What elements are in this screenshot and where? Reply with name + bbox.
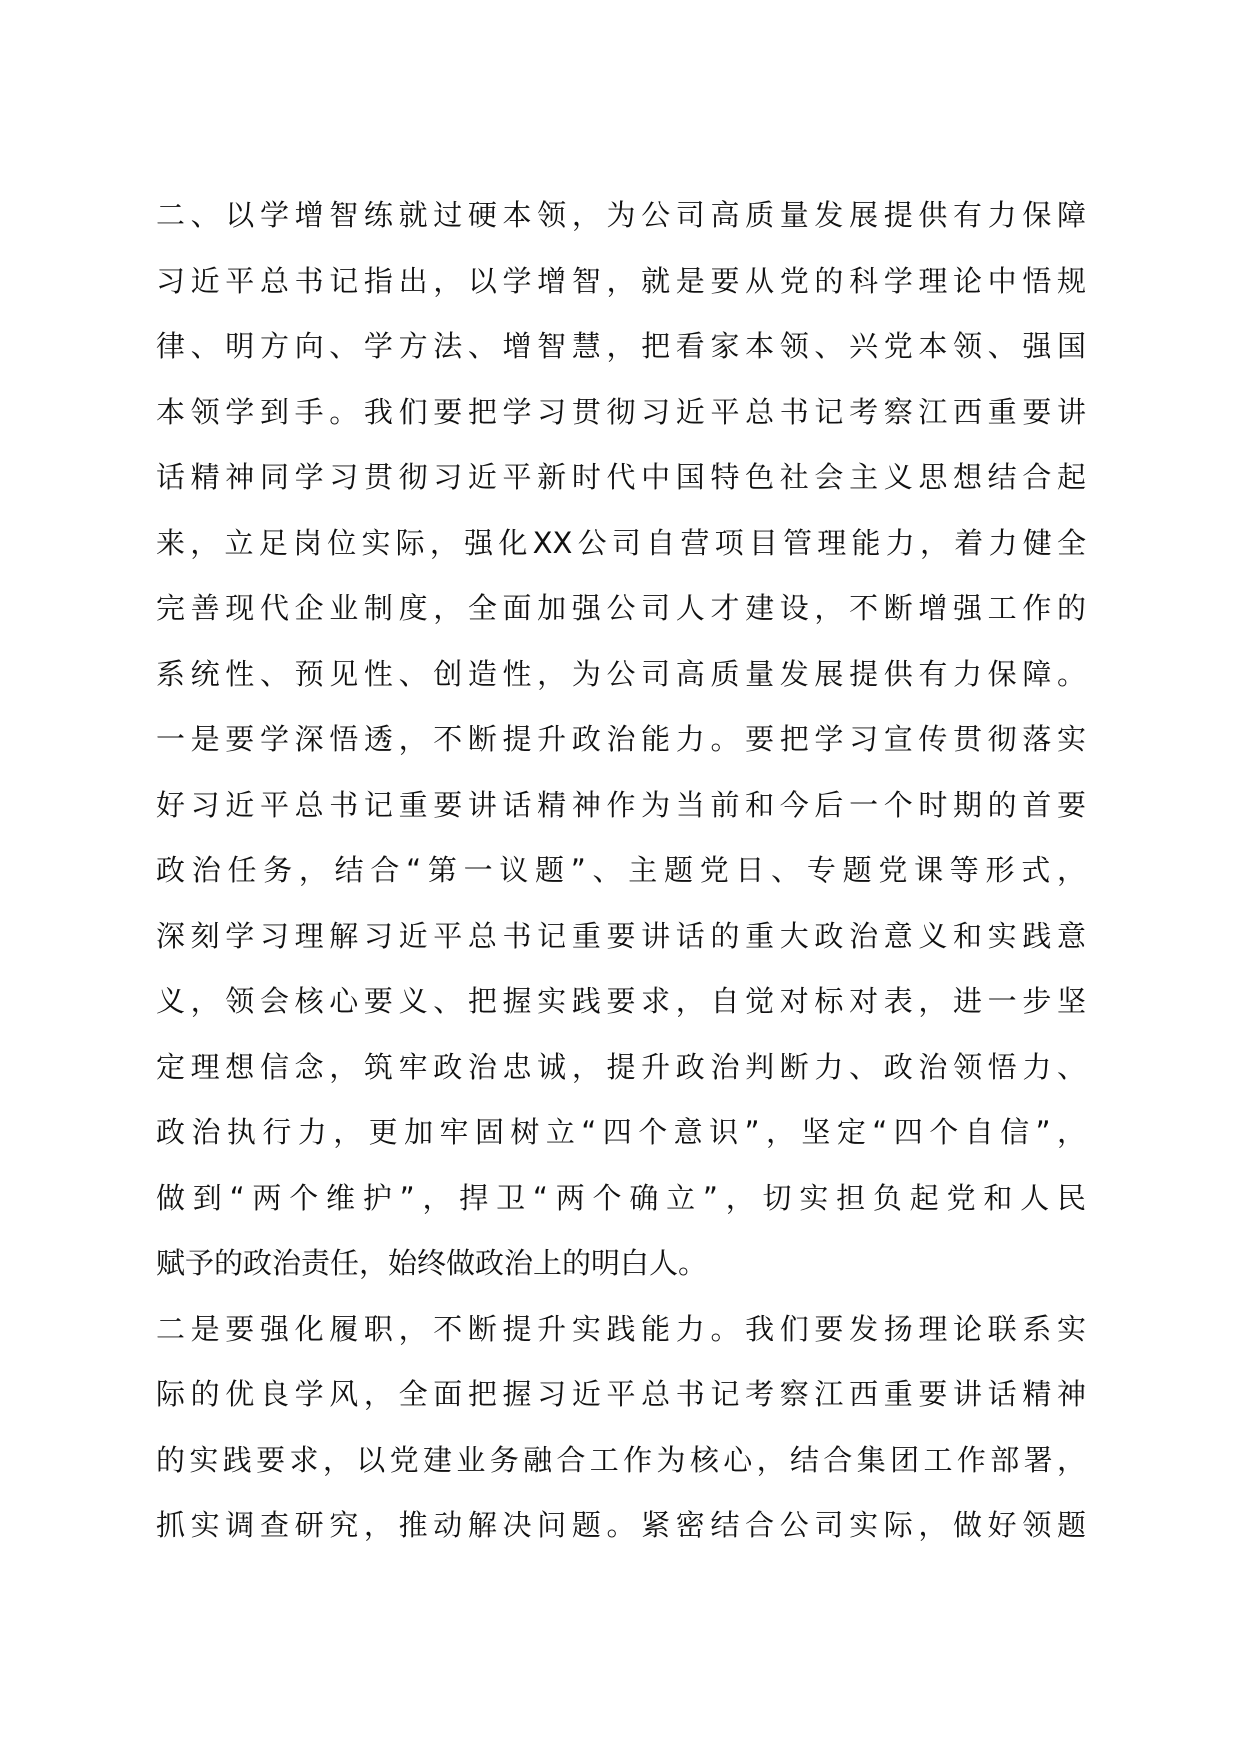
paragraph-line: 好习近平总书记重要讲话精神作为当前和今后一个时期的首要 (156, 787, 1086, 822)
paragraph-line: 定理想信念，筑牢政治忠诚，提升政治判断力、政治领悟力、 (156, 1049, 1086, 1084)
paragraph-line: 完善现代企业制度，全面加强公司人才建设，不断增强工作的 (156, 591, 1086, 625)
paragraph-line: 际的优良学风，全面把握习近平总书记考察江西重要讲话精神 (156, 1377, 1086, 1411)
paragraph-line: 本领学到手。我们要把学习贯彻习近平总书记考察江西重要讲 (156, 394, 1086, 429)
paragraph-line: 做到“两个维护”，捍卫“两个确立”，切实担负起党和人民 (156, 1180, 1086, 1215)
paragraph-line: 系统性、预见性、创造性，为公司高质量发展提供有力保障。 (156, 656, 1086, 691)
paragraph-line: 深刻学习理解习近平总书记重要讲话的重大政治意义和实践意 (156, 918, 1086, 953)
paragraph-1 (156, 249, 1086, 708)
paragraph-line: 政治任务，结合“第一议题”、主题党日、专题党课等形式， (156, 853, 1086, 887)
paragraph-line: 习近平总书记指出，以学增智，就是要从党的科学理论中悟规 (156, 263, 1086, 298)
paragraph-line: 来，立足岗位实际，强化XX公司自营项目管理能力，着力健全 (156, 525, 1086, 560)
paragraph-line: 律、明方向、学方法、增智慧，把看家本领、兴党本领、强国 (156, 329, 1086, 363)
paragraph-line: 话精神同学习贯彻习近平新时代中国特色社会主义思想结合起 (156, 460, 1086, 494)
paragraph-3 (156, 1297, 1086, 1559)
paragraph-line: 的实践要求，以党建业务融合工作为核心，结合集团工作部署， (156, 1442, 1086, 1477)
paragraph-2 (156, 707, 1086, 1297)
paragraph-line: 赋予的政治责任，始终做政治上的明白人。 (156, 1246, 708, 1280)
paragraph-line: 政治执行力，更加牢固树立“四个意识”，坚定“四个自信”， (156, 1115, 1086, 1149)
document-body (156, 183, 1086, 1559)
paragraph-line: 一是要学深悟透，不断提升政治能力。要把学习宣传贯彻落实 (156, 722, 1086, 756)
paragraph-line: 义，领会核心要义、把握实践要求，自觉对标对表，进一步坚 (156, 984, 1086, 1018)
section-heading: 二、以学增智练就过硬本领，为公司高质量发展提供有力保障 (156, 198, 1086, 232)
paragraph-line: 抓实调查研究，推动解决问题。紧密结合公司实际，做好领题 (156, 1508, 1086, 1542)
paragraph-line: 二是要强化履职，不断提升实践能力。我们要发扬理论联系实 (156, 1311, 1086, 1346)
